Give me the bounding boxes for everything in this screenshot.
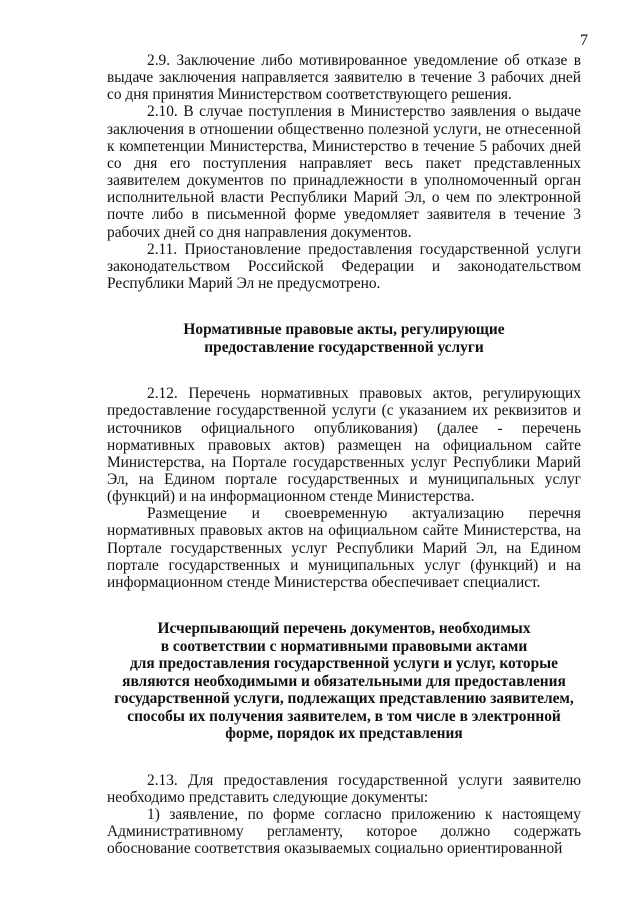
paragraph-placement: Размещение и своевременную актуализацию перечня нормативных правовых актов на официальном сайте Министерства, на Портале государственных услуг Республики Марий Эл, на Едином портале государственных и муниципальных услуг (функций) и на информационном стенде Министерства обеспечивает специалист.	[107, 505, 581, 591]
paragraph-2-11: 2.11. Приостановление предоставления государственной услуги законодательством Российской Федерации и законодательством Республики Марий Эл не предусмотрено.	[107, 240, 581, 293]
section-heading-normative-acts	[107, 321, 581, 356]
heading-line: способы их получения заявителем, в том числе в электронной	[127, 707, 561, 725]
spacer	[107, 356, 581, 385]
paragraph-2-13: 2.13. Для предоставления государственной услуги заявителю необходимо представить следующие документы:	[107, 771, 581, 806]
heading-line: Исчерпывающий перечень документов, необходимых	[157, 620, 531, 638]
paragraph-2-10: 2.10. В случае поступления в Министерство заявления о выдаче заключения в отношении общественно полезной услуги, не отнесенной к компетенции Министерства, Министерство в течение 5 рабочих дней со дня его поступления направляет весь пакет представленных заявителем документов по принадлежности в уполномоченный орган исполнительной власти Республики Марий Эл, о чем по электронной почте либо в письменной форме уведомляет заявителя в течение 3 рабочих дней со дня направления документов.	[107, 103, 581, 241]
section-heading-documents-list	[107, 620, 581, 743]
heading-line: предоставление государственной услуги	[204, 338, 484, 356]
heading-line: форме, порядок их представления	[225, 725, 463, 743]
spacer	[107, 743, 581, 772]
paragraph-2-12: 2.12. Перечень нормативных правовых актов, регулирующих предоставление государственной услуги (с указанием их реквизитов и источников официального опубликования) (далее - перечень нормативных правовых актов) размещен на официальном сайте Министерства, на Портале государственных услуг Республики Марий Эл, на Едином портале государственных и муниципальных услуг (функций) и на информационном стенде Министерства.	[107, 385, 581, 506]
spacer	[107, 292, 581, 321]
paragraph-item-1: 1) заявление, по форме согласно приложению к настоящему Административному регламенту, которое должно содержать обоснование соответствия оказываемых социально ориентированной	[107, 805, 581, 858]
spacer	[107, 591, 581, 620]
page-number: 7	[580, 32, 588, 49]
heading-line: являются необходимыми и обязательными для предоставления	[122, 672, 566, 690]
document-body	[107, 52, 581, 857]
heading-line: для предоставления государственной услуги и услуг, которые	[129, 655, 558, 673]
heading-line: в соответствии с нормативными правовыми актами	[160, 637, 528, 655]
heading-line: Нормативные правовые акты, регулирующие	[183, 321, 505, 339]
heading-line: государственной услуги, подлежащих представлению заявителем,	[114, 690, 574, 708]
paragraph-2-9: 2.9. Заключение либо мотивированное уведомление об отказе в выдаче заключения направляется заявителю в течение 3 рабочих дней со дня принятия Министерством соответствующего решения.	[107, 52, 581, 104]
